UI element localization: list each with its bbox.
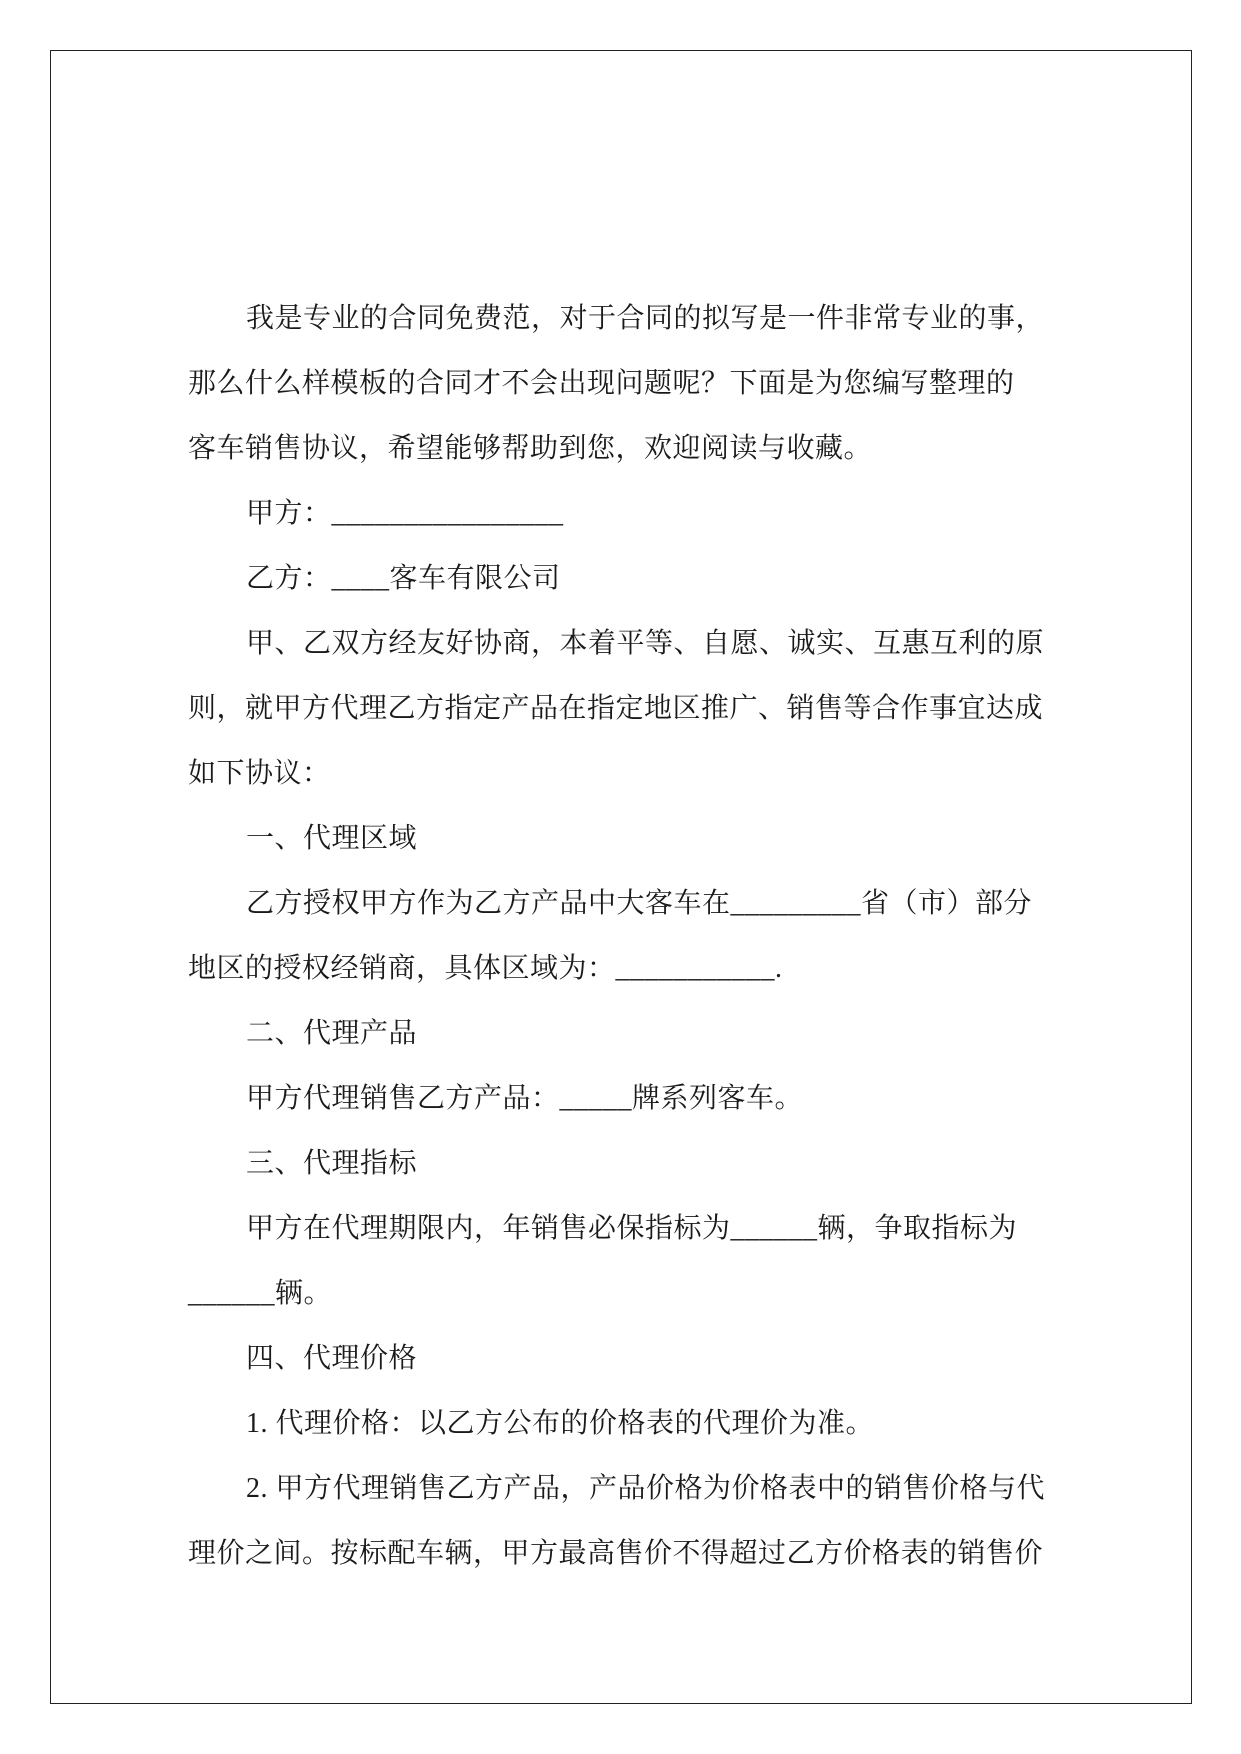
list-item: 1. 代理价格：以乙方公布的价格表的代理价为准。 (246, 1408, 875, 1439)
section-heading: 一、代理区域 (246, 823, 418, 854)
paragraph-line: 我是专业的合同免费范，对于合同的拟写是一件非常专业的事， (246, 303, 1045, 334)
section-heading: 二、代理产品 (246, 1018, 418, 1049)
paragraph-line: 客车销售协议，希望能够帮助到您，欢迎阅读与收藏。 (188, 433, 873, 464)
party-b-line: 乙方：____客车有限公司 (246, 563, 561, 594)
paragraph-line: 乙方授权甲方作为乙方产品中大客车在_________省（市）部分 (246, 888, 1033, 919)
party-a-line: 甲方：________________ (246, 498, 564, 529)
section-heading: 三、代理指标 (246, 1148, 418, 1179)
paragraph-line: 地区的授权经销商，具体区域为：___________. (188, 953, 783, 984)
paragraph-line: 理价之间。按标配车辆，甲方最高售价不得超过乙方价格表的销售价 (188, 1538, 1044, 1569)
paragraph-line: 甲、乙双方经友好协商，本着平等、自愿、诚实、互惠互利的原 (246, 628, 1045, 659)
paragraph-line: 甲方代理销售乙方产品：_____牌系列客车。 (246, 1083, 804, 1114)
paragraph-line: ______辆。 (188, 1278, 333, 1309)
paragraph-line: 则，就甲方代理乙方指定产品在指定地区推广、销售等合作事宜达成 (188, 693, 1044, 724)
section-heading: 四、代理价格 (246, 1343, 418, 1374)
paragraph-line: 如下协议： (188, 758, 331, 789)
paragraph-line: 那么什么样模板的合同才不会出现问题呢？下面是为您编写整理的 (188, 368, 1015, 399)
paragraph-line: 甲方在代理期限内，年销售必保指标为______辆，争取指标为 (246, 1213, 1018, 1244)
document-body (188, 286, 1068, 1586)
list-item: 2. 甲方代理销售乙方产品，产品价格为价格表中的销售价格与代 (246, 1473, 1046, 1504)
